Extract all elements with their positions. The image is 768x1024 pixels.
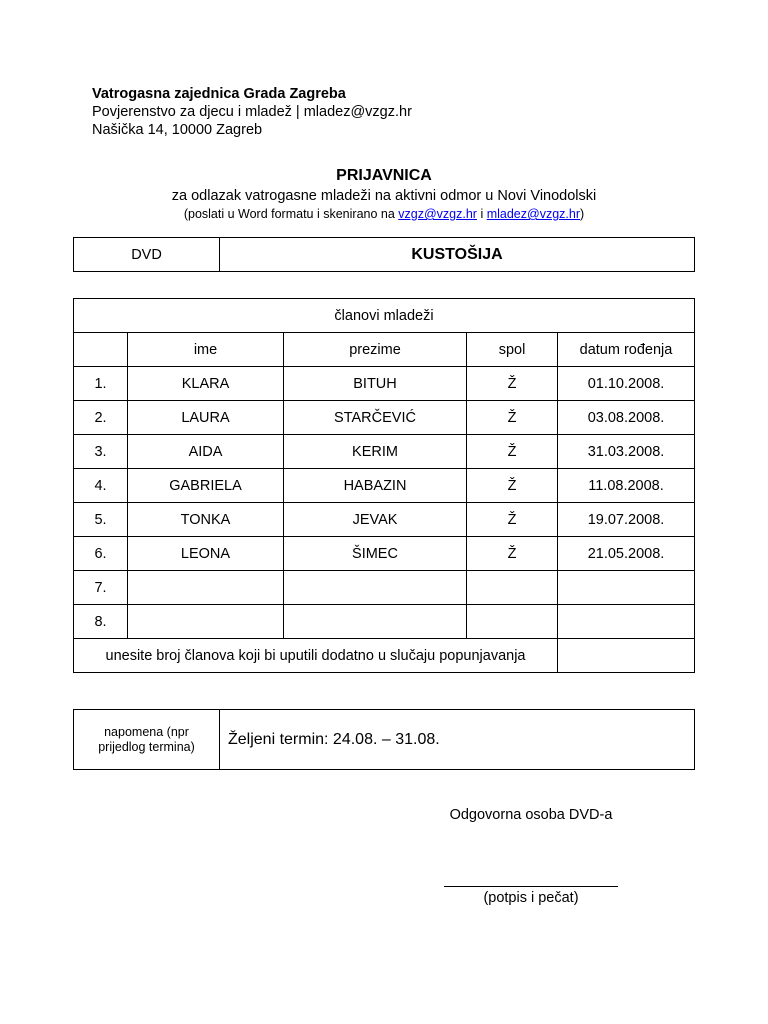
member-spol[interactable] <box>467 571 558 605</box>
member-spol: Ž <box>467 401 558 435</box>
members-header-row <box>74 333 695 367</box>
member-prezime: KERIM <box>284 435 467 469</box>
member-datum: 11.08.2008. <box>558 469 695 503</box>
column-header-prezime: prezime <box>284 333 467 367</box>
extra-members-field[interactable] <box>558 639 695 673</box>
signature-title: Odgovorna osoba DVD-a <box>449 807 613 823</box>
table-row <box>74 401 695 435</box>
email-link-vzgz[interactable]: vzgz@vzgz.hr <box>398 207 477 221</box>
table-row <box>74 435 695 469</box>
member-prezime: ŠIMEC <box>284 537 467 571</box>
napomena-label-line2: prijedlog termina) <box>98 739 195 754</box>
dvd-name: KUSTOŠIJA <box>220 238 695 272</box>
department-line: Povjerenstvo za djecu i mladež | mladez@vzgz.hr <box>92 104 412 120</box>
extra-members-label: unesite broj članova koji bi uputili dodatno u slučaju popunjavanja <box>74 639 558 673</box>
member-datum: 31.03.2008. <box>558 435 695 469</box>
organization-name: Vatrogasna zajednica Grada Zagreba <box>92 86 346 102</box>
member-ime[interactable] <box>128 571 284 605</box>
napomena-table <box>73 709 695 770</box>
member-spol: Ž <box>467 435 558 469</box>
row-number: 1. <box>74 367 128 401</box>
member-datum: 21.05.2008. <box>558 537 695 571</box>
napomena-label-line1: napomena (npr <box>104 724 189 739</box>
table-row <box>74 571 695 605</box>
row-number: 3. <box>74 435 128 469</box>
signature-line <box>444 886 618 887</box>
document-header <box>92 85 412 139</box>
member-prezime: BITUH <box>284 367 467 401</box>
member-datum[interactable] <box>558 605 695 639</box>
member-prezime: JEVAK <box>284 503 467 537</box>
column-header-datum: datum rođenja <box>558 333 695 367</box>
member-ime: KLARA <box>128 367 284 401</box>
title-block <box>0 166 768 222</box>
table-row <box>74 605 695 639</box>
members-heading: članovi mladeži <box>74 299 695 333</box>
member-ime: AIDA <box>128 435 284 469</box>
column-header-spol: spol <box>467 333 558 367</box>
member-spol: Ž <box>467 537 558 571</box>
member-datum: 03.08.2008. <box>558 401 695 435</box>
document-title: PRIJAVNICA <box>336 167 432 184</box>
row-number: 4. <box>74 469 128 503</box>
dvd-label: DVD <box>74 238 220 272</box>
table-row <box>74 367 695 401</box>
member-spol: Ž <box>467 469 558 503</box>
row-number: 6. <box>74 537 128 571</box>
member-ime[interactable] <box>128 605 284 639</box>
napomena-label <box>74 710 220 770</box>
table-row <box>74 537 695 571</box>
member-ime: GABRIELA <box>128 469 284 503</box>
member-prezime[interactable] <box>284 571 467 605</box>
members-table <box>73 298 695 673</box>
submission-note <box>0 206 768 222</box>
member-ime: LEONA <box>128 537 284 571</box>
member-spol: Ž <box>467 367 558 401</box>
extra-members-row <box>74 639 695 673</box>
address-line: Našička 14, 10000 Zagreb <box>92 122 263 138</box>
member-datum: 01.10.2008. <box>558 367 695 401</box>
note-prefix: (poslati u Word formatu i skenirano na <box>183 207 399 221</box>
column-header-ime: ime <box>128 333 284 367</box>
member-prezime[interactable] <box>284 605 467 639</box>
member-datum: 19.07.2008. <box>558 503 695 537</box>
note-middle: i <box>476 207 487 221</box>
row-number: 5. <box>74 503 128 537</box>
member-prezime: STARČEVIĆ <box>284 401 467 435</box>
member-spol[interactable] <box>467 605 558 639</box>
row-number: 2. <box>74 401 128 435</box>
note-suffix: ) <box>579 207 585 221</box>
signature-caption: (potpis i pečat) <box>483 890 579 906</box>
table-row <box>74 469 695 503</box>
napomena-value[interactable]: Željeni termin: 24.08. – 31.08. <box>220 710 695 770</box>
member-datum[interactable] <box>558 571 695 605</box>
dvd-table <box>73 237 695 272</box>
member-spol: Ž <box>467 503 558 537</box>
member-ime: TONKA <box>128 503 284 537</box>
signature-block <box>444 806 618 907</box>
document-subtitle: za odlazak vatrogasne mladeži na aktivni odmor u Novi Vinodolski <box>171 188 597 204</box>
email-link-mladez[interactable]: mladez@vzgz.hr <box>486 207 580 221</box>
row-number: 8. <box>74 605 128 639</box>
member-ime: LAURA <box>128 401 284 435</box>
table-row <box>74 503 695 537</box>
column-header-num <box>74 333 128 367</box>
row-number: 7. <box>74 571 128 605</box>
member-prezime: HABAZIN <box>284 469 467 503</box>
